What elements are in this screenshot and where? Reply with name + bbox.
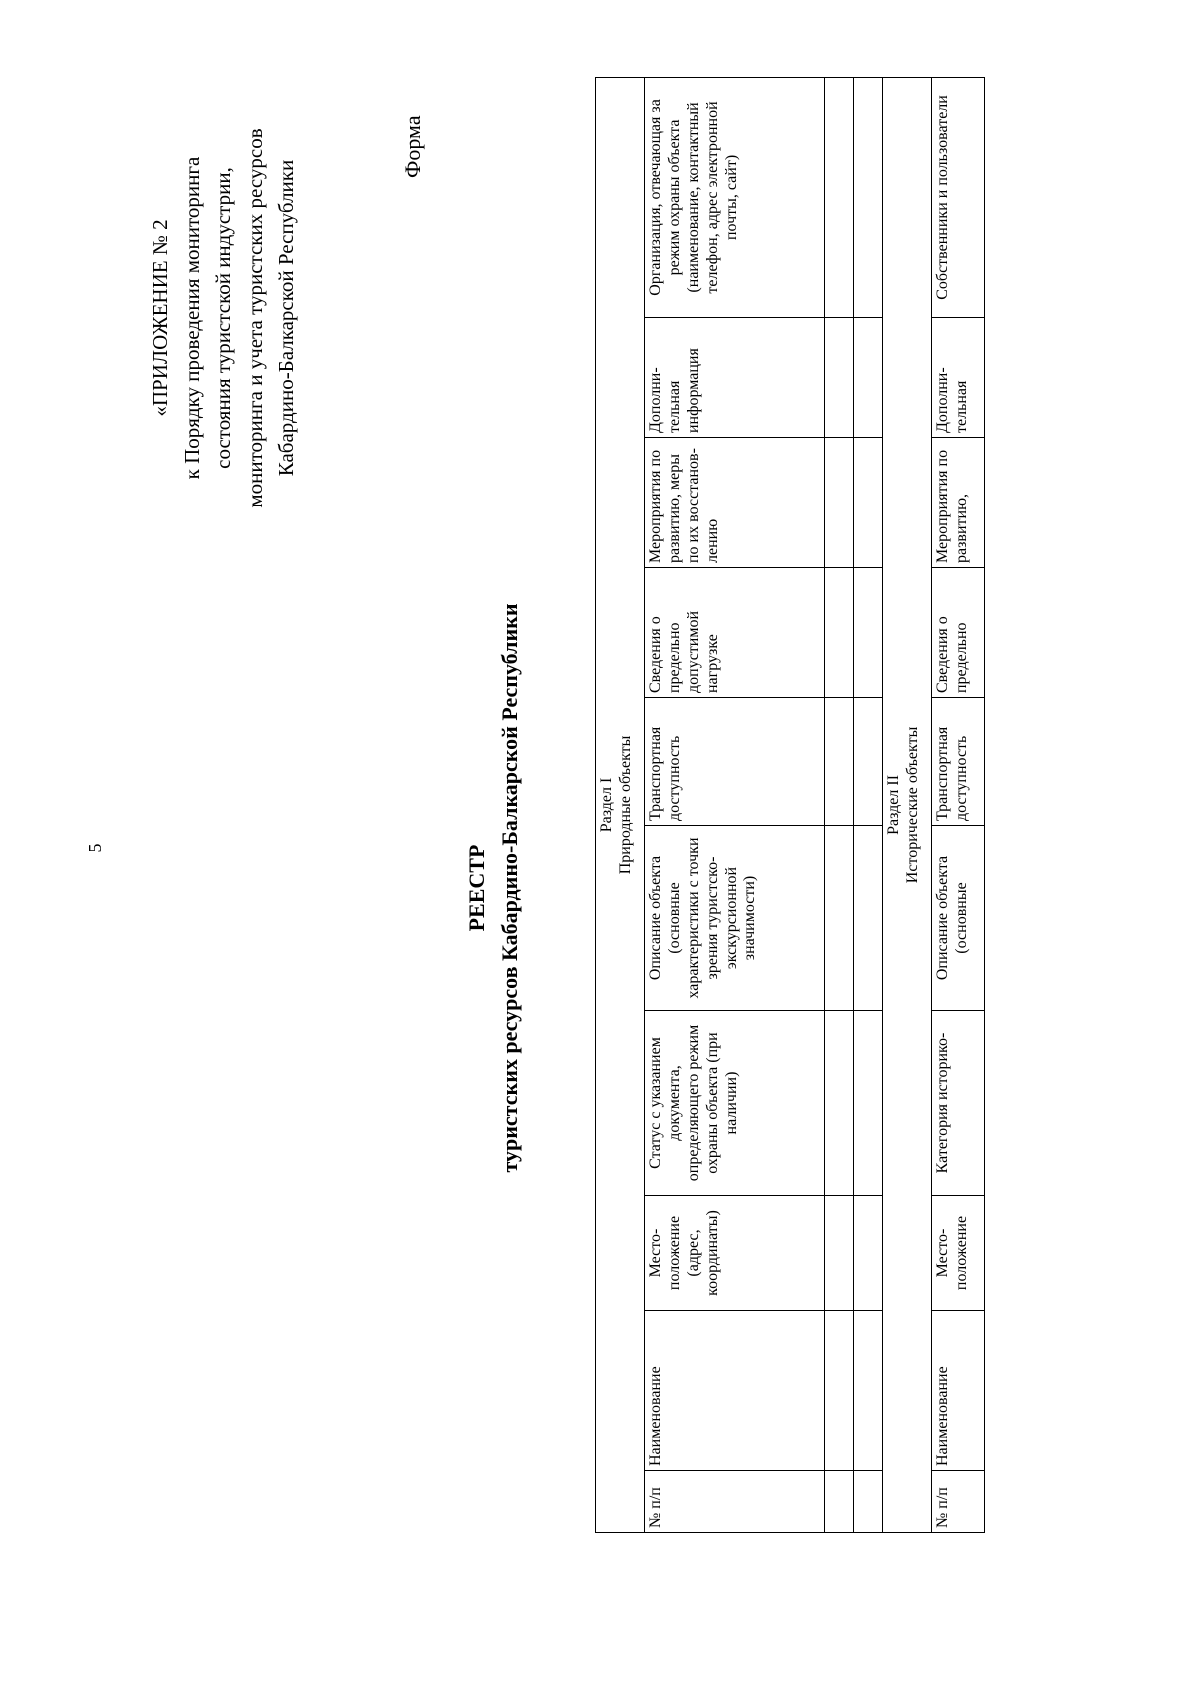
table-row <box>854 77 883 1532</box>
column-header: Сведения о предельно допустимой нагрузке <box>645 568 825 698</box>
table-cell <box>854 318 883 438</box>
table-cell <box>854 826 883 1011</box>
table-cell <box>854 568 883 698</box>
table-cell <box>825 568 854 698</box>
section2-header-row <box>883 77 932 1532</box>
table-cell <box>825 698 854 826</box>
register-table <box>595 77 985 1533</box>
section1-name: Природные объекты <box>616 735 634 875</box>
register-title-line2: туристских ресурсов Кабардино-Балкарской Республики <box>497 603 522 1173</box>
section1-label: Раздел I <box>598 777 615 833</box>
column-header: Транспортная доступность <box>932 698 985 826</box>
table-cell <box>854 1196 883 1311</box>
table-cell <box>825 826 854 1011</box>
page-number: 5 <box>85 843 105 853</box>
table-cell <box>854 698 883 826</box>
column-header: Категория историко- <box>932 1011 985 1196</box>
table-cell <box>854 77 883 317</box>
table-cell <box>825 1471 854 1533</box>
column-header: Наименование <box>645 1311 825 1471</box>
section1-header <box>596 77 645 1532</box>
appendix-header <box>145 38 303 598</box>
appendix-line: Кабардино-Балкарской Республики <box>274 159 298 477</box>
register-title <box>460 378 526 1398</box>
column-header: Транспортная доступность <box>645 698 825 826</box>
section2-label: Раздел II <box>885 774 902 835</box>
table-cell <box>825 77 854 317</box>
table-cell <box>854 1011 883 1196</box>
section2-columns-row <box>932 77 985 1532</box>
column-header: Организация, отвечающая за режим охраны объекта (наименование, контактный телефон, адрес электронной почты, сайт) <box>645 77 825 317</box>
column-header: Мероприятия по развитию, меры по их восстанов-лению <box>645 438 825 568</box>
column-header: Дополни-тельная информация <box>645 318 825 438</box>
column-header: Описание объекта (основные характеристики с точки зрения туристско-экскурсионной значимости) <box>645 826 825 1011</box>
column-header: Дополни-тельная <box>932 318 985 438</box>
section2-header <box>883 77 932 1532</box>
table-cell <box>825 1196 854 1311</box>
appendix-line: мониторинга и учета туристских ресурсов <box>242 128 267 508</box>
table-cell <box>825 438 854 568</box>
register-title-line1: РЕЕСТР <box>464 844 489 932</box>
column-header: № п/п <box>645 1471 825 1533</box>
section1-header-row <box>596 77 645 1532</box>
column-header: Место-положение <box>932 1196 985 1311</box>
table-row <box>825 77 854 1532</box>
form-label: Форма <box>400 115 425 178</box>
table-cell <box>854 1471 883 1533</box>
table-cell <box>825 318 854 438</box>
column-header: Место-положение (адрес, координаты) <box>645 1196 825 1311</box>
column-header: Наименование <box>932 1311 985 1471</box>
table-cell <box>825 1311 854 1471</box>
column-header: № п/п <box>932 1471 985 1533</box>
column-header: Собственники и пользователи <box>932 77 985 317</box>
table-cell <box>854 438 883 568</box>
table-cell <box>854 1311 883 1471</box>
section2-name: Исторические объекты <box>903 726 921 884</box>
appendix-line: к Порядку проведения мониторинга <box>179 156 204 480</box>
section1-columns-row <box>645 77 825 1532</box>
table-cell <box>825 1011 854 1196</box>
column-header: Статус с указанием документа, определяющего режим охраны объекта (при наличии) <box>645 1011 825 1196</box>
appendix-line: состояния туристской индустрии, <box>211 167 235 469</box>
column-header: Мероприятия по развитию, <box>932 438 985 568</box>
column-header: Описание объекта (основные <box>932 826 985 1011</box>
column-header: Сведения о предельно <box>932 568 985 698</box>
appendix-title: «ПРИЛОЖЕНИЕ № 2 <box>148 219 172 417</box>
